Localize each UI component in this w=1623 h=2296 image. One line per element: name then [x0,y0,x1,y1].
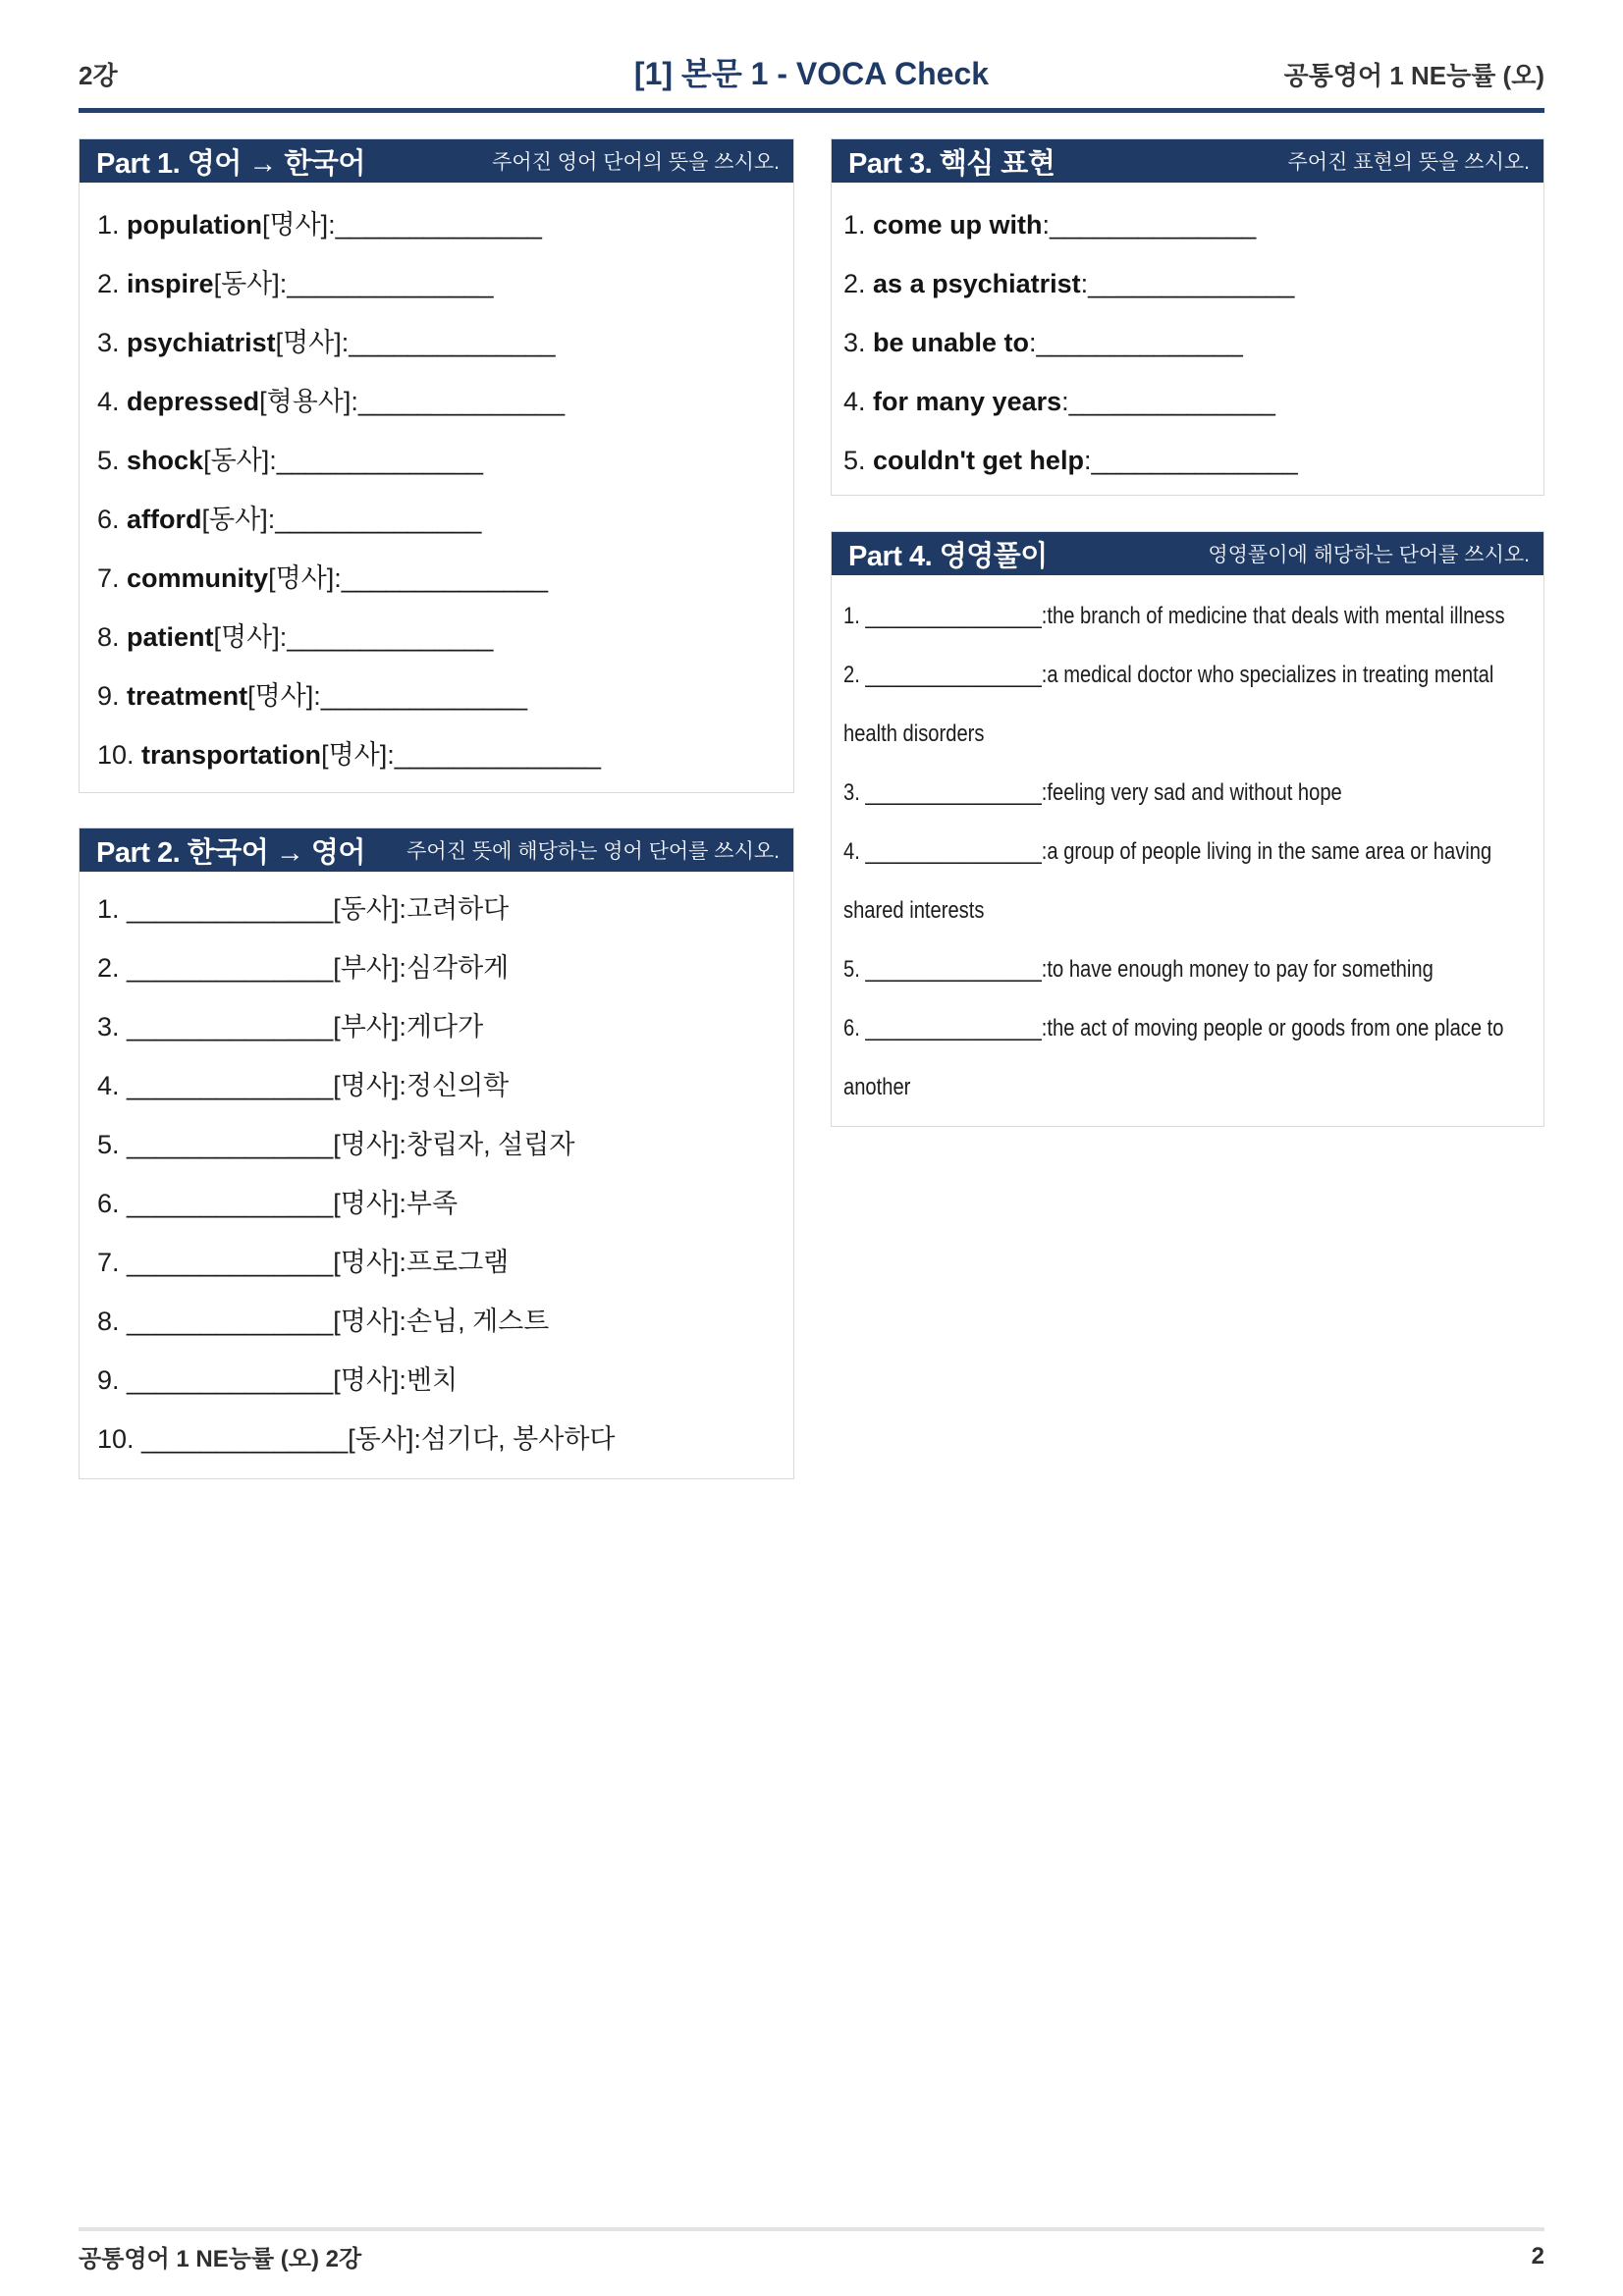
item-blank: :______________ [1083,446,1298,475]
vocab-item [97,725,778,784]
document-footer [79,2239,1544,2273]
part-1-header-bar [80,139,793,183]
item-number: 2. [97,269,128,298]
part-title: Part 2. 한국어 → 영어 [96,836,365,869]
item-word: transportation [141,740,322,770]
item-phrase: come up with [873,210,1043,240]
item-blank: [명사]:______________ [275,328,556,357]
lesson-number: 2강 [79,61,118,90]
item-word: community [127,563,269,593]
item-phrase: couldn't get help [873,446,1084,475]
item-word: population [127,210,262,240]
vocab-item: 4. ______________[명사]:정신의학 [97,1071,510,1100]
definition-item [843,646,1534,764]
item-phrase: be unable to [873,328,1030,357]
item-phrase: as a psychiatrist [873,269,1081,298]
part-instruction: 주어진 표현의 뜻을 쓰시오. [1287,151,1530,174]
part-3-header-bar [832,139,1543,183]
part-4-header-bar [832,532,1543,575]
definition-item [843,940,1534,999]
definition-item [843,764,1534,823]
vocab-item [97,195,778,254]
item-blank: [동사]:______________ [201,505,482,534]
vocab-item: 6. ______________[명사]:부족 [97,1189,459,1218]
item-blank: :______________ [1029,328,1243,357]
item-word: shock [127,446,204,475]
expression-item [843,195,1530,254]
item-number: 9. [97,681,128,711]
part-2-header-bar [80,828,793,872]
item-phrase: for many years [873,387,1062,416]
footer-course-label: 공통영어 1 NE능률 (오) 2강 [79,2246,362,2272]
item-word: afford [127,505,202,534]
item-number: 2. [843,269,874,298]
item-number: 5. [843,446,874,475]
item-number: 8. [97,622,128,652]
item-number: 6. [97,505,128,534]
item-number: 3. [97,328,128,357]
vocab-item [97,549,778,608]
definition-line: 5. ________________:to have enough money to pay for something [843,956,1434,983]
item-number: 7. [97,563,128,593]
document-header [79,0,1544,108]
vocab-item: 10. ______________[동사]:섬기다, 봉사하다 [97,1424,616,1454]
item-word: patient [127,622,214,652]
definition-item [843,999,1534,1117]
part-1-section [79,138,794,793]
part-4-section [831,531,1544,1127]
item-word: depressed [127,387,260,416]
item-blank: [명사]:______________ [262,210,542,240]
expression-item [843,254,1530,313]
page-number: 2 [1531,2242,1544,2269]
vocab-item: 3. ______________[부사]:게다가 [97,1012,484,1041]
vocab-item: 5. ______________[명사]:창립자, 설립자 [97,1130,575,1159]
item-blank: :______________ [1061,387,1275,416]
item-blank: [명사]:______________ [321,740,601,770]
item-blank: [명사]:______________ [213,622,494,652]
part-4-body [832,575,1543,1117]
vocab-item: 7. ______________[명사]:프로그램 [97,1248,510,1277]
item-number: 1. [97,210,128,240]
definition-item [843,587,1534,646]
course-label: 공통영어 1 NE능률 (오) [1283,61,1544,90]
expression-item [843,372,1530,431]
part-3-body [832,183,1543,490]
item-blank: [형용사]:______________ [259,387,566,416]
part-title: Part 3. 핵심 표현 [848,147,1055,180]
part-3-section [831,138,1544,496]
definition-line: 3. ________________:feeling very sad and without hope [843,779,1342,806]
item-number: 1. [843,210,874,240]
definition-line: health disorders [843,721,985,747]
vocab-item [97,490,778,549]
item-number: 4. [97,387,128,416]
part-2-body [80,872,793,1468]
part-instruction: 주어진 영어 단어의 뜻을 쓰시오. [492,151,780,174]
item-number: 4. [843,387,874,416]
item-blank: [동사]:______________ [203,446,483,475]
part-instruction: 영영풀이에 해당하는 단어를 쓰시오. [1208,544,1530,566]
item-blank: [명사]:______________ [268,563,548,593]
definition-line: another [843,1074,911,1100]
vocab-item: 8. ______________[명사]:손님, 게스트 [97,1307,550,1336]
part-title: Part 4. 영영풀이 [848,540,1048,572]
expression-item [843,313,1530,372]
definition-line: 4. ________________:a group of people living in the same area or having [843,838,1492,865]
vocab-item: 1. ______________[동사]:고려하다 [97,894,510,924]
definition-line: 6. ________________:the act of moving people or goods from one place to [843,1015,1504,1041]
definition-line: 2. ________________:a medical doctor who specializes in treating mental [843,662,1494,688]
vocab-item [97,431,778,490]
vocab-item [97,667,778,725]
item-number: 3. [843,328,874,357]
item-blank: :______________ [1080,269,1295,298]
vocab-item: 2. ______________[부사]:심각하게 [97,953,510,983]
item-number: 5. [97,446,128,475]
item-word: treatment [127,681,248,711]
item-blank: :______________ [1042,210,1257,240]
vocab-item [97,313,778,372]
part-1-body [80,183,793,784]
item-word: inspire [127,269,214,298]
vocab-item [97,254,778,313]
header-divider [79,108,1544,113]
part-instruction: 주어진 뜻에 해당하는 영어 단어를 쓰시오. [406,840,780,863]
item-word: psychiatrist [127,328,276,357]
definition-item [843,823,1534,940]
item-blank: [명사]:______________ [247,681,527,711]
document-title: [1] 본문 1 - VOCA Check [633,56,990,91]
vocab-item [97,372,778,431]
expression-item [843,431,1530,490]
definition-line: 1. ________________:the branch of medicine that deals with mental illness [843,603,1505,629]
item-number: 10. [97,740,142,770]
vocab-item [97,608,778,667]
part-title: Part 1. 영어 → 한국어 [96,147,365,180]
item-blank: [동사]:______________ [213,269,494,298]
definition-line: shared interests [843,897,985,924]
vocab-item: 9. ______________[명사]:벤치 [97,1365,459,1395]
footer-divider [79,2227,1544,2231]
part-2-section [79,828,794,1479]
